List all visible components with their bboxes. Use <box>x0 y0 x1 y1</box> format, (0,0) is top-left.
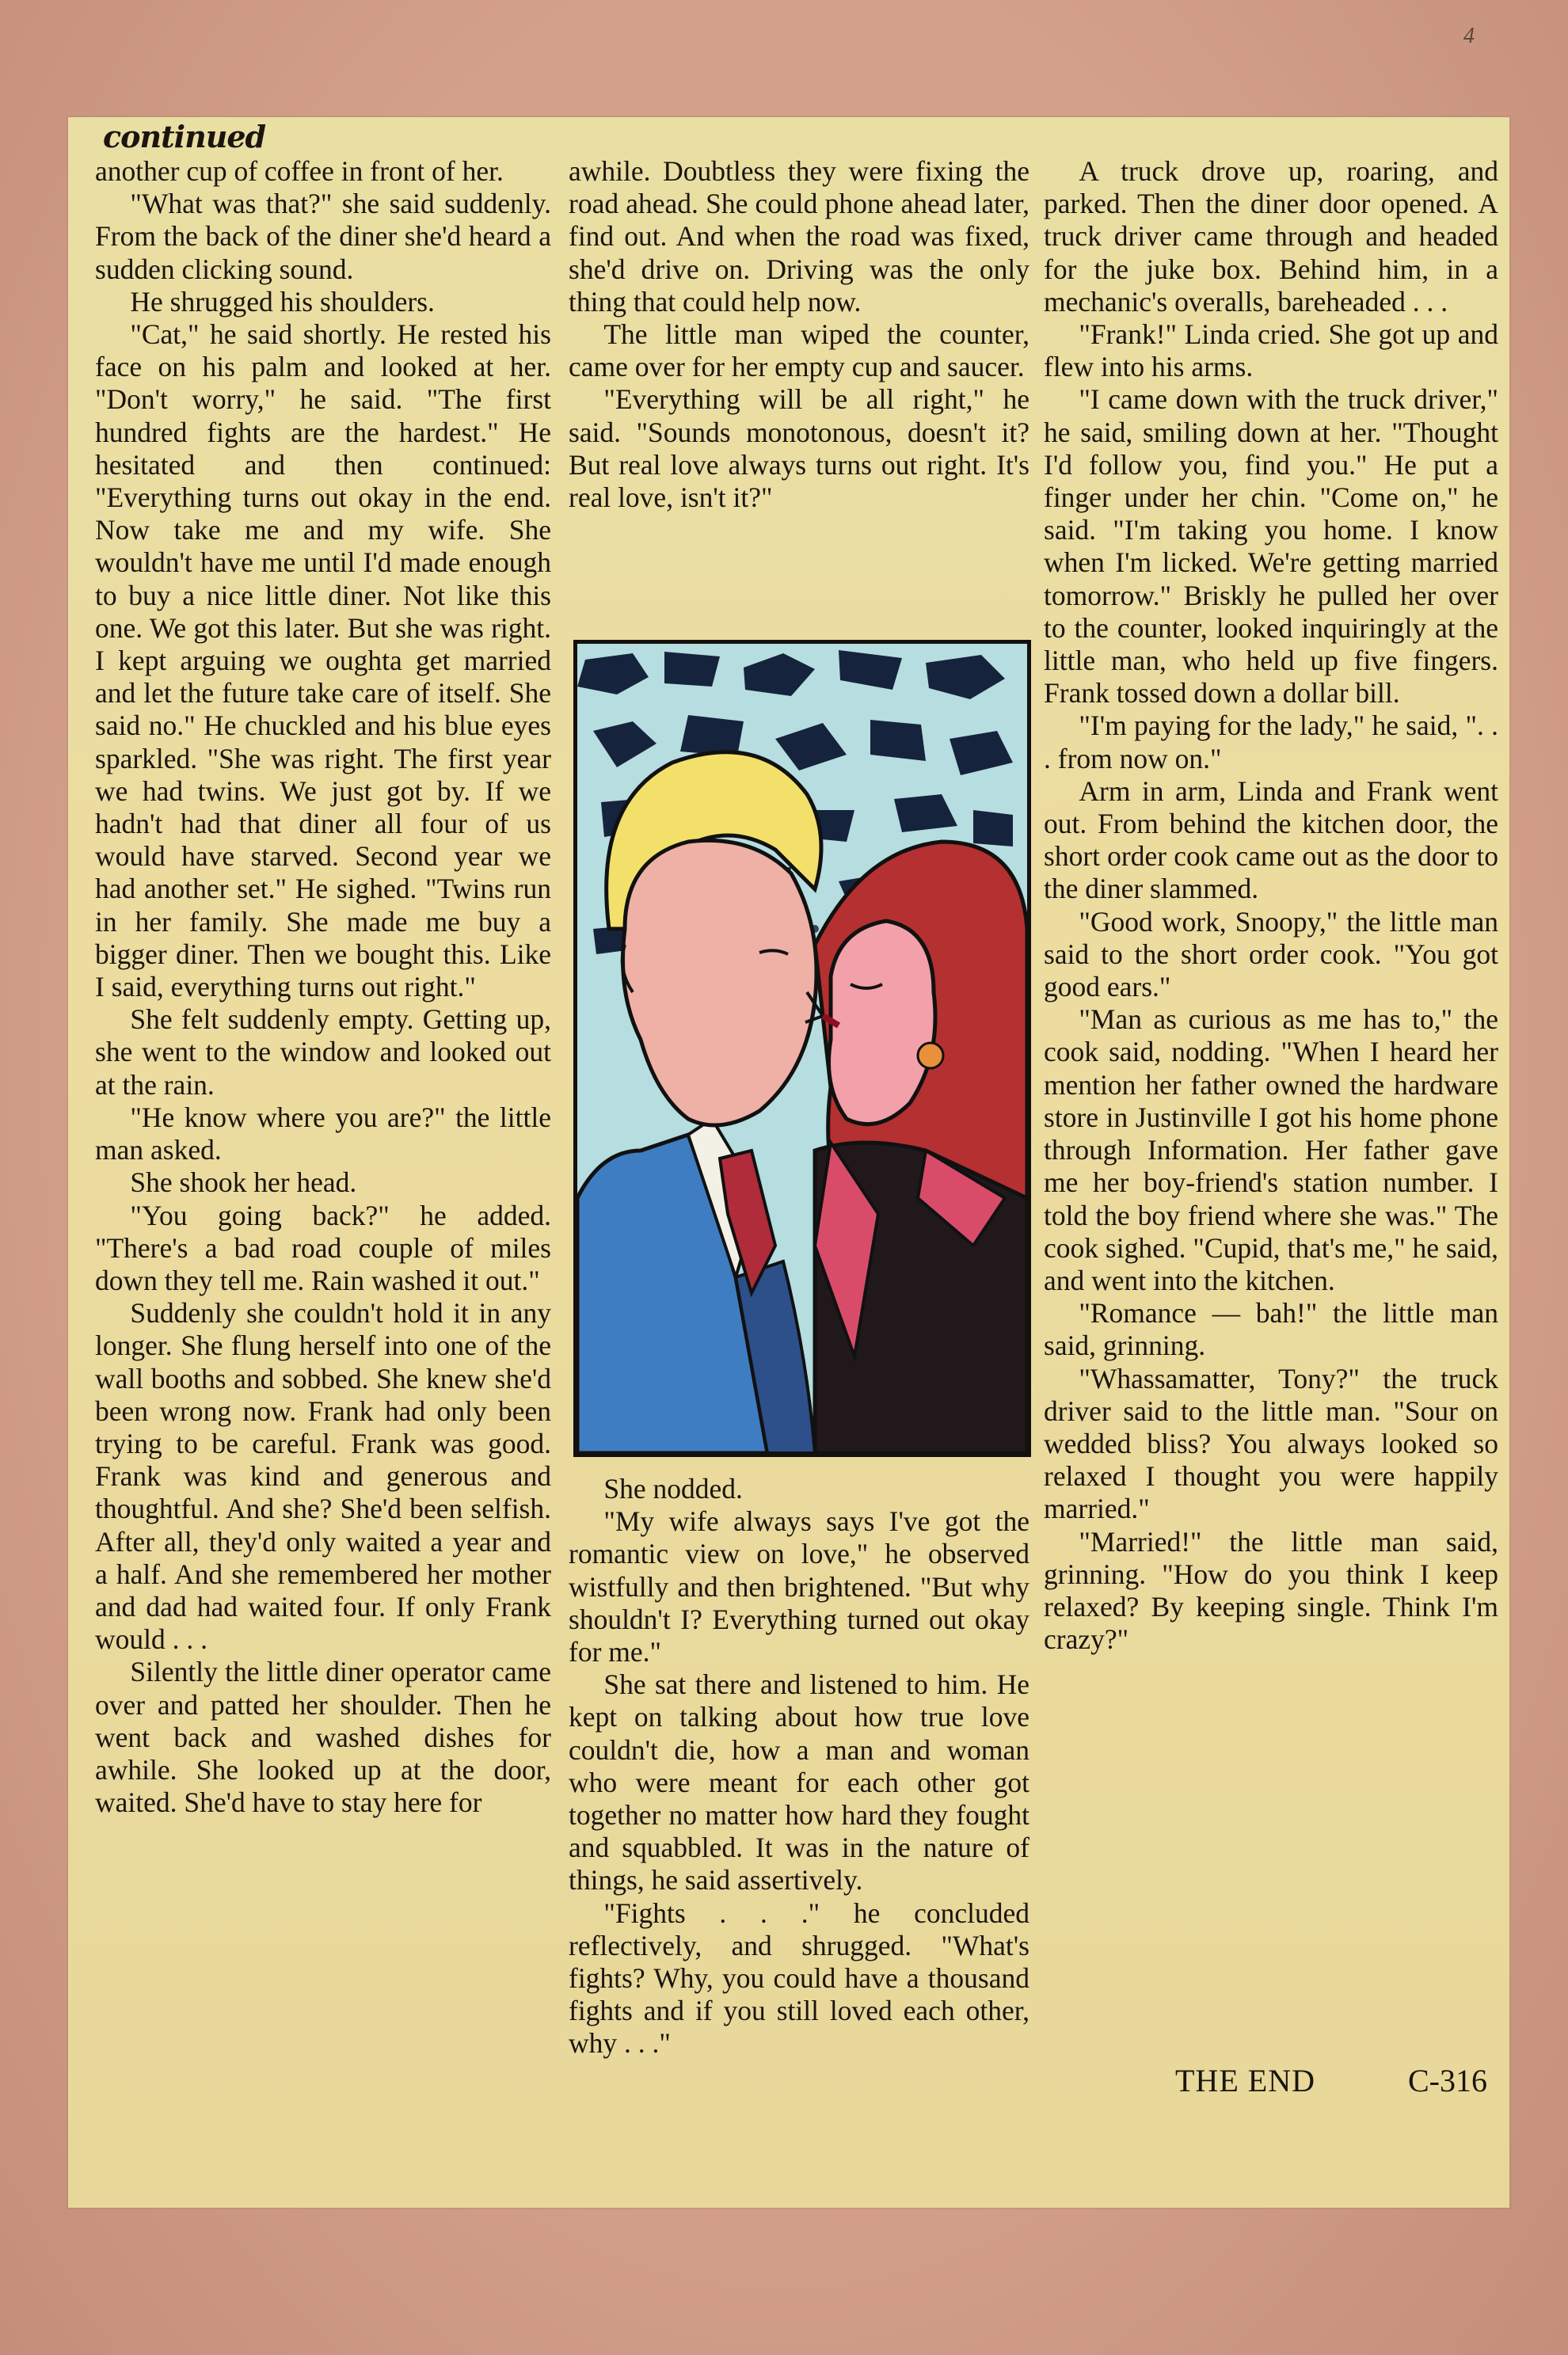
text-column-2-bottom <box>569 1473 1029 2060</box>
paragraph: another cup of coffee in front of her. <box>95 155 504 187</box>
paragraph: awhile. Doubtless they were fixing the road ahead. She could phone ahead later, find out. And when the road was fixed, she'd drive on. Driving was the only thing that could help now. <box>569 155 1029 318</box>
text-column-3 <box>1044 155 1498 1656</box>
paragraph: He shrugged his shoulders. <box>130 285 435 318</box>
paragraph: She nodded. <box>603 1473 743 1505</box>
comic-panel-kiss <box>573 640 1031 1457</box>
paragraph: She shook her head. <box>130 1166 357 1199</box>
text-column-1 <box>95 155 551 1819</box>
paragraph: "Married!" the little man said, grinning. "How do you think I keep relaxed? By keeping single. Think I'm crazy?" <box>1044 1525 1498 1656</box>
paragraph: "What was that?" she said suddenly. From the back of the diner she'd heard a sudden clicking sound. <box>95 188 551 285</box>
paragraph: Arm in arm, Linda and Frank went out. From behind the kitchen door, the short order cook came out as the door to the diner slammed. <box>1044 774 1498 905</box>
paragraph: The little man wiped the counter, came over for her empty cup and saucer. <box>569 318 1029 383</box>
paragraph: "Romance — bah!" the little man said, grinning. <box>1044 1297 1498 1362</box>
paragraph: "Frank!" Linda cried. She got up and flew into his arms. <box>1044 318 1498 383</box>
paragraph: "Good work, Snoopy," the little man said to the short order cook. "You got good ears." <box>1044 905 1498 1003</box>
story-code: C-316 <box>1408 2063 1487 2098</box>
paragraph: "Fights . . ." he concluded reflectively, and shrugged. "What's fights? Why, you could have a thousand fights and if you still loved each other, why . . ." <box>569 1897 1029 2060</box>
paragraph: Silently the little diner operator came over and patted her shoulder. Then he went back and washed dishes for awhile. She looked up at the door, waited. She'd have to stay here for <box>95 1656 551 1819</box>
paragraph: She felt suddenly empty. Getting up, she went to the window and looked out at the rain. <box>95 1003 551 1101</box>
continued-label: continued <box>103 119 266 154</box>
paragraph: "Everything will be all right," he said. "Sounds monotonous, doesn't it? But real love always turns out right. It's real love, isn't it?" <box>569 383 1029 514</box>
paragraph: "Man as curious as me has to," the cook said, nodding. "When I heard her mention her father owned the hardware store in Justinville I got his home phone through Information. Her father gave me her boy-friend's station number. I told the boy friend where she was." The cook sighed. "Cupid, that's me," he said, and went into the kitchen. <box>1044 1003 1498 1296</box>
paragraph: "Whassamatter, Tony?" the truck driver said to the little man. "Sour on wedded bliss? You always looked so relaxed I thought you were happily married." <box>1044 1362 1498 1525</box>
kiss-illustration <box>577 644 1027 1453</box>
paragraph: "Cat," he said shortly. He rested his face on his palm and looked at her. "Don't worry," he said. "The first hundred fights are the hardest." He hesitated and then continued: "Everything turns out okay in the end. Now take me and my wife. She wouldn't have me until I'd made enough to buy a nice little diner. Not like this one. We got this later. But she was right. I kept arguing we oughta get married and let the future take care of itself. She said no." He chuckled and his blue eyes sparkled. "She was right. The first year we had twins. We just got by. If we hadn't had that diner all four of us would have starved. Second year we had another set." He sighed. "Twins run in her family. She made me buy a bigger diner. Then we bought this. Like I said, everything turns out right." <box>95 318 551 1003</box>
paragraph: "He know where you are?" the little man asked. <box>95 1101 551 1166</box>
the-end-label: THE END <box>1175 2063 1315 2098</box>
page-mark: 4 <box>1463 24 1475 48</box>
paragraph: "My wife always says I've got the romantic view on love," he observed wistfully and then brightened. "But why shouldn't I? Everything turned out okay for me." <box>569 1505 1029 1668</box>
paragraph: Suddenly she couldn't hold it in any longer. She flung herself into one of the wall booths and sobbed. She knew she'd been wrong now. Frank had only been trying to be careful. Frank was good. Frank was kind and generous and thoughtful. And she? She'd been selfish. After all, they'd only waited a year and a half. And she remembered her mother and dad had waited four. If only Frank would . . . <box>95 1297 551 1656</box>
paragraph: "You going back?" he added. "There's a bad road couple of miles down they tell me. Rain washed it out." <box>95 1199 551 1296</box>
paragraph: "I came down with the truck driver," he said, smiling down at her. "Thought I'd follow you, find you." He put a finger under her chin. "Come on," he said. "I'm taking you home. I know when I'm licked. We're getting married tomorrow." Briskly he pulled her over to the counter, looked inquiringly at the little man, who held up five fingers. Frank tossed down a dollar bill. <box>1044 383 1498 710</box>
paragraph: She sat there and listened to him. He kept on talking about how true love couldn't die, how a man and woman who were meant for each other got together no matter how hard they fought and squabbled. It was in the nature of things, he said assertively. <box>569 1668 1029 1897</box>
paragraph: "I'm paying for the lady," he said, ". . . from now on." <box>1044 710 1498 774</box>
text-column-2-top <box>569 155 1029 514</box>
paragraph: A truck drove up, roaring, and parked. Then the diner door opened. A truck driver came through and headed for the juke box. Behind him, in a mechanic's overalls, bareheaded . . . <box>1044 155 1498 318</box>
